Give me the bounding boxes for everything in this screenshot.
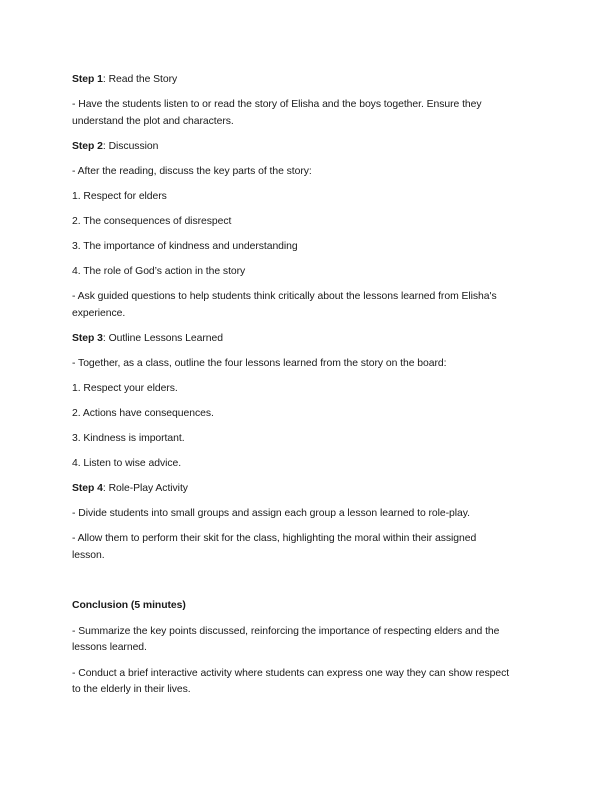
paragraph-line: - After the reading, discuss the key parts of the story: bbox=[72, 166, 312, 177]
paragraph-line: - Together, as a class, outline the four lessons learned from the story on the board: bbox=[72, 358, 447, 369]
step-title: : Discussion bbox=[102, 141, 159, 152]
paragraph-line: - Divide students into small groups and assign each group a lesson learned to role-play. bbox=[72, 508, 470, 519]
list-item: 4. Listen to wise advice. bbox=[72, 458, 182, 469]
step-3-heading bbox=[72, 330, 542, 347]
step-title: : Role-Play Activity bbox=[102, 483, 188, 494]
paragraph-line: to the elderly in their lives. bbox=[72, 684, 191, 695]
list-item: 3. Kindness is important. bbox=[72, 433, 185, 444]
list-item: 2. Actions have consequences. bbox=[72, 408, 214, 419]
list-item: 1. Respect for elders bbox=[72, 191, 167, 202]
paragraph-line: lessons learned. bbox=[72, 642, 147, 653]
step-label: Step 1 bbox=[72, 74, 103, 85]
list-item: 1. Respect your elders. bbox=[72, 383, 178, 394]
step-title: : Outline Lessons Learned bbox=[102, 333, 223, 344]
paragraph-line: - Allow them to perform their skit for the class, highlighting the moral within their assigned bbox=[72, 533, 477, 544]
paragraph-line: - Ask guided questions to help students think critically about the lessons learned from Elisha's bbox=[72, 291, 497, 302]
conclusion-heading: Conclusion (5 minutes) bbox=[72, 600, 186, 611]
paragraph-line: - Have the students listen to or read the story of Elisha and the boys together. Ensure they bbox=[72, 99, 482, 110]
step-1-heading bbox=[72, 71, 542, 88]
paragraph-line: understand the plot and characters. bbox=[72, 116, 234, 127]
step-label: Step 4 bbox=[72, 483, 103, 494]
step-label: Step 3 bbox=[72, 333, 103, 344]
paragraph-line: - Summarize the key points discussed, reinforcing the importance of respecting elders and the bbox=[72, 626, 500, 637]
step-label: Step 2 bbox=[72, 141, 103, 152]
paragraph-line: experience. bbox=[72, 308, 126, 319]
list-item: 4. The role of God’s action in the story bbox=[72, 266, 246, 277]
paragraph-line: lesson. bbox=[72, 550, 105, 561]
step-2-heading bbox=[72, 138, 542, 155]
list-item: 2. The consequences of disrespect bbox=[72, 216, 232, 227]
paragraph-line: - Conduct a brief interactive activity where students can express one way they can show respect bbox=[72, 668, 510, 679]
list-item: 3. The importance of kindness and understanding bbox=[72, 241, 298, 252]
step-4-heading bbox=[72, 480, 542, 497]
step-title: : Read the Story bbox=[102, 74, 178, 85]
